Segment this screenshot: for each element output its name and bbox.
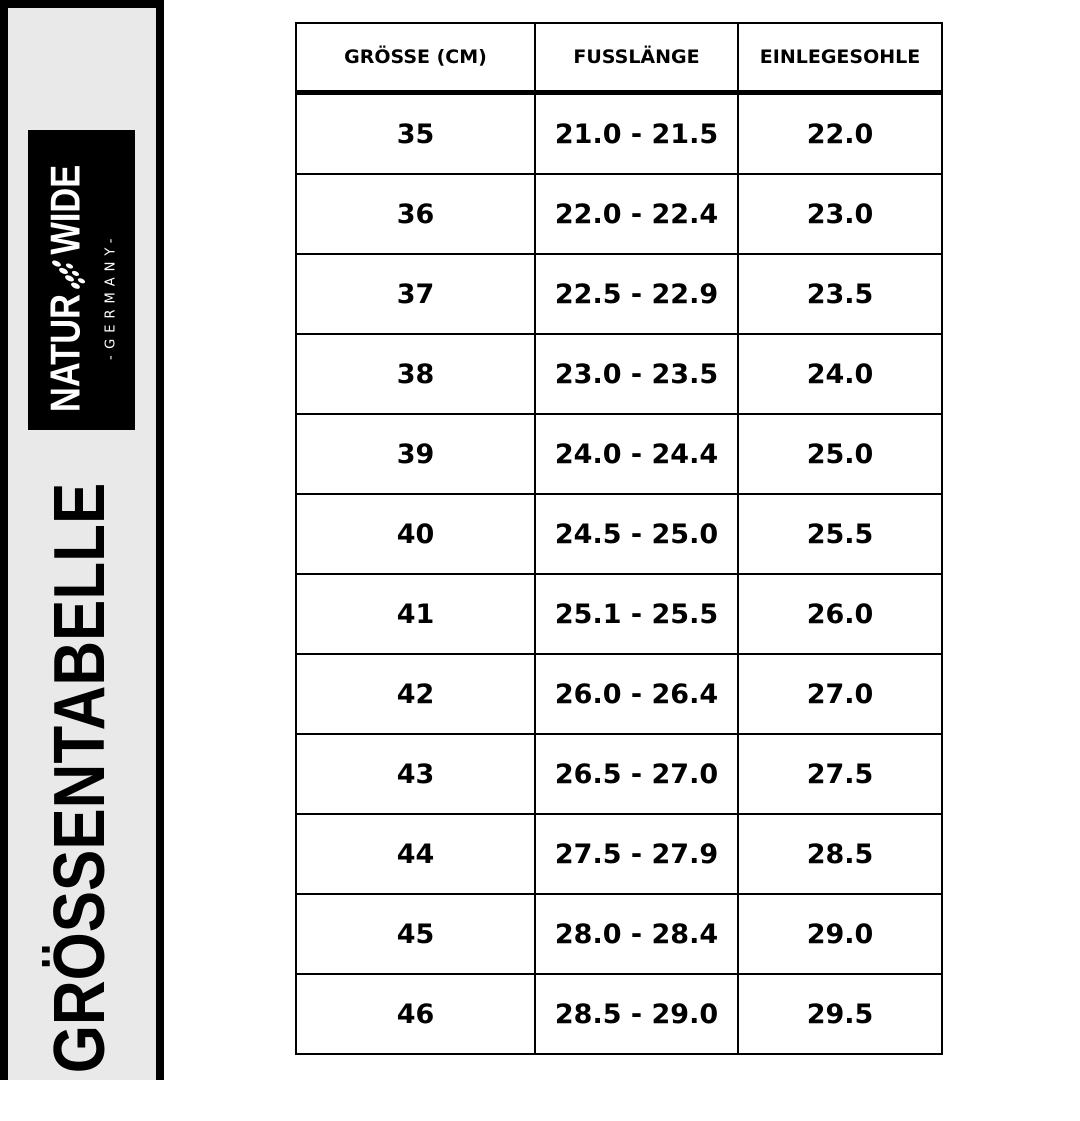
- size-cell: 44: [296, 814, 535, 894]
- sidebar: [0, 0, 164, 1080]
- size-cell: 36: [296, 174, 535, 254]
- insole-cell: 27.5: [738, 734, 942, 814]
- brand-wordmark: [42, 165, 90, 412]
- size-cell: 46: [296, 974, 535, 1054]
- insole-cell: 25.0: [738, 414, 942, 494]
- size-cell: 43: [296, 734, 535, 814]
- insole-cell: 29.0: [738, 894, 942, 974]
- size-cell: 41: [296, 574, 535, 654]
- table-row: [296, 574, 942, 654]
- size-cell: 38: [296, 334, 535, 414]
- size-cell: 42: [296, 654, 535, 734]
- table-row: [296, 814, 942, 894]
- size-cell: 37: [296, 254, 535, 334]
- brand-name-part2: WIDE: [41, 164, 89, 255]
- table-row: [296, 414, 942, 494]
- page-title: [39, 435, 121, 1121]
- table-row: [296, 93, 942, 175]
- foot-length-cell: 23.0 - 23.5: [535, 334, 738, 414]
- table-header-row: [296, 23, 942, 93]
- page-title-text: GRÖSSENTABELLE: [40, 482, 120, 1074]
- insole-cell: 22.0: [738, 93, 942, 175]
- insole-cell: 23.5: [738, 254, 942, 334]
- table-row: [296, 334, 942, 414]
- foot-length-cell: 28.0 - 28.4: [535, 894, 738, 974]
- brand-logo-content: [28, 130, 135, 430]
- table-row: [296, 894, 942, 974]
- table-row: [296, 974, 942, 1054]
- foot-length-cell: 22.0 - 22.4: [535, 174, 738, 254]
- table-row: [296, 734, 942, 814]
- foot-length-cell: 25.1 - 25.5: [535, 574, 738, 654]
- size-cell: 39: [296, 414, 535, 494]
- foot-length-cell: 26.0 - 26.4: [535, 654, 738, 734]
- size-table: [295, 22, 943, 1055]
- insole-cell: 28.5: [738, 814, 942, 894]
- insole-cell: 26.0: [738, 574, 942, 654]
- header-size: GRÖSSE (CM): [296, 23, 535, 93]
- table-row: [296, 254, 942, 334]
- brand-name-part1: NATUR: [41, 294, 89, 412]
- brand-tagline: -GERMANY-: [103, 232, 119, 360]
- table-row: [296, 174, 942, 254]
- foot-length-cell: 28.5 - 29.0: [535, 974, 738, 1054]
- insole-cell: 24.0: [738, 334, 942, 414]
- size-cell: 45: [296, 894, 535, 974]
- brand-logo: [28, 130, 135, 430]
- insole-cell: 27.0: [738, 654, 942, 734]
- foot-length-cell: 22.5 - 22.9: [535, 254, 738, 334]
- insole-cell: 25.5: [738, 494, 942, 574]
- foot-length-cell: 21.0 - 21.5: [535, 93, 738, 175]
- header-foot-length: FUSSLÄNGE: [535, 23, 738, 93]
- insole-cell: 29.5: [738, 974, 942, 1054]
- header-insole: EINLEGESOHLE: [738, 23, 942, 93]
- foot-length-cell: 24.0 - 24.4: [535, 414, 738, 494]
- size-cell: 40: [296, 494, 535, 574]
- foot-length-cell: 27.5 - 27.9: [535, 814, 738, 894]
- table-row: [296, 494, 942, 574]
- footprints-icon: [46, 256, 86, 292]
- foot-length-cell: 26.5 - 27.0: [535, 734, 738, 814]
- foot-length-cell: 24.5 - 25.0: [535, 494, 738, 574]
- table-row: [296, 654, 942, 734]
- insole-cell: 23.0: [738, 174, 942, 254]
- size-cell: 35: [296, 93, 535, 175]
